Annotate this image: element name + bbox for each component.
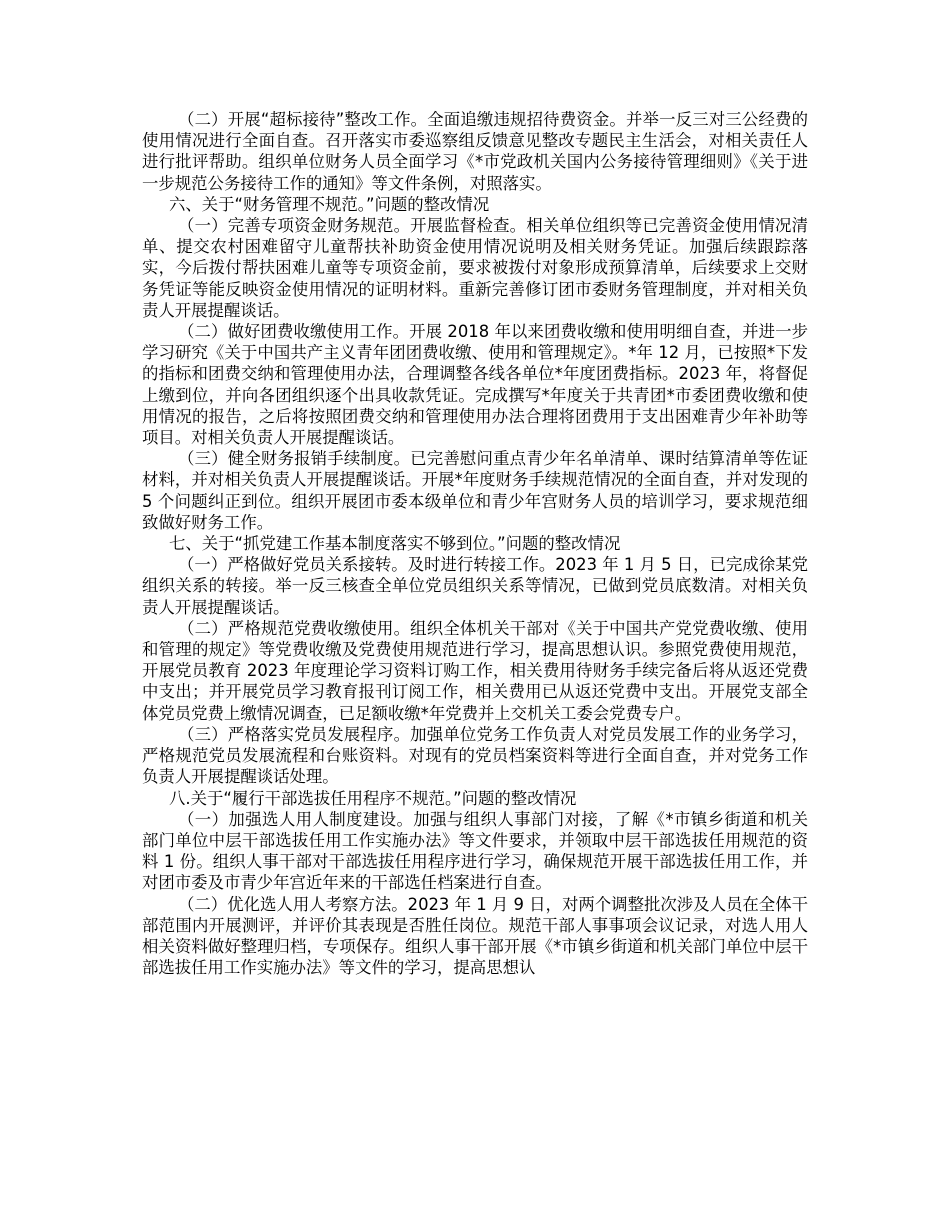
paragraph-reimbursement: （三）健全财务报销手续制度。已完善慰问重点青少年名单清单、课时结算清单等佐证材料，并对相关负责人开展提醒谈话。开展*年度财务手续规范情况的全面自查，并对发现的 5 个问题纠正到位。组织开展团市委本级单位和青少年宫财务人员的培训学习，要求规范细致做好财务工作。 <box>142 449 808 532</box>
heading-finance-management: 六、关于“财务管理不规范。”问题的整改情况 <box>169 194 490 214</box>
document-body <box>142 109 808 978</box>
paragraph-member-transfer: （一）严格做好党员关系接转。及时进行转接工作。2023 年 1 月 5 日，已完成徐某党组织关系的转接。举一反三核查全单位党员组织关系等情况，已做到党员底数清。对相关负责人开展提醒谈话。 <box>142 555 808 617</box>
paragraph-member-development: （三）严格落实党员发展程序。加强单位党务工作负责人对党员发展工作的业务学习，严格规范党员发展流程和台账资料。对现有的党员档案资料等进行全面自查，并对党务工作负责人开展提醒谈话处理。 <box>142 724 808 787</box>
paragraph-selection-system: （一）加强选人用人制度建设。加强与组织人事部门对接，了解《*市镇乡街道和机关部门单位中层干部选拔任用工作实施办法》等文件要求，并领取中层干部选拔任用规范的资料 1 份。组织人事干部对干部选拔任用程序进行学习，确保规范开展干部选拔任用工作，并对团市委及市青少年宫近年来的干部选任档案进行自查。 <box>142 809 808 893</box>
heading-cadre-selection: 八.关于“履行干部选拔任用程序不规范。”问题的整改情况 <box>169 788 577 808</box>
paragraph-league-dues: （二）做好团费收缴使用工作。开展 2018 年以来团费收缴和使用明细自查，并进一步学习研究《关于中国共产主义青年团团费收缴、使用和管理规定》。*年 12 月，已按照*下发的指标和团费交纳和管理使用办法，合理调整各线各单位*年度团费指标。2023 年，将督促上缴到位，并向各团组织逐个出具收款凭证。完成撰写*年度关于共青团*市委团费收缴和使用情况的报告，之后将按照团费交纳和管理使用办法合理将团费用于支出困难青少年补助等项目。对相关负责人开展提醒谈话。 <box>142 322 808 448</box>
paragraph-assessment-method: （二）优化选人用人考察方法。2023 年 1 月 9 日，对两个调整批次涉及人员在全体干部范围内开展测评，并评价其表现是否胜任岗位。规范干部人事事项会议记录，对选人用人相关资料做好整理归档，专项保存。组织人事干部开展《*市镇乡街道和机关部门单位中层干部选拔任用工作实施办法》等文件的学习，提高思想认 <box>142 894 808 978</box>
paragraph-special-funds: （一）完善专项资金财务规范。开展监督检查。相关单位组织等已完善资金使用情况清单、提交农村困难留守儿童帮扶补助资金使用情况说明及相关财务凭证。加强后续跟踪落实，今后拨付帮扶困难儿童等专项资金前，要求被拨付对象形成预算清单，后续要求上交财务凭证等能反映资金使用情况的证明材料。重新完善修订团市委财务管理制度，并对相关负责人开展提醒谈话。 <box>142 216 808 320</box>
heading-party-building: 七、关于“抓党建工作基本制度落实不够到位。”问题的整改情况 <box>169 534 621 554</box>
paragraph-party-dues: （二）严格规范党费收缴使用。组织全体机关干部对《关于中国共产党党费收缴、使用和管理的规定》等党费收缴及党费使用规范进行学习，提高思想认识。参照党费使用规范，开展党员教育 2023 年度理论学习资料订购工作，相关费用待财务手续完备后将从返还党费中支出；并开展党员学习教育报刊订阅工作，相关费用已从返还党费中支出。开展党支部全体党员党费上缴情况调查，已足额收缴*年党费并上交机关工委会党费专户。 <box>142 618 808 723</box>
paragraph-hospitality-rectification: （二）开展“超标接待”整改工作。全面追缴违规招待费资金。并举一反三对三公经费的使用情况进行全面自查。召开落实市委巡察组反馈意见整改专题民主生活会，对相关责任人进行批评帮助。组织单位财务人员全面学习《*市党政机关国内公务接待管理细则》《关于进一步规范公务接待工作的通知》等文件条例，对照落实。 <box>142 110 808 193</box>
